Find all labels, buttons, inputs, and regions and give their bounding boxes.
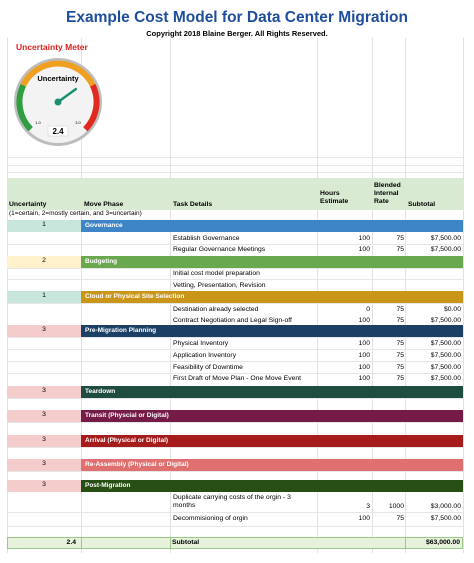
hours-value: 100 [358, 235, 370, 242]
header-hours-line2: Estimate [320, 198, 349, 205]
header-rate-line2: Internal [374, 190, 399, 197]
header-uncertainty: Uncertainty [9, 201, 47, 208]
grid-line [7, 349, 463, 350]
task-name: First Draft of Move Plan - One Move Event [173, 375, 302, 382]
phase-row-arrival[interactable] [7, 435, 463, 447]
grid-line [7, 165, 463, 166]
grid-line [7, 157, 463, 158]
task-name: Contract Negotiation and Legal Sign-off [173, 317, 292, 324]
grid-line [7, 398, 463, 399]
gauge-value: 2.4 [52, 127, 64, 136]
grid-line [7, 512, 463, 513]
grid-line [7, 303, 463, 304]
hours-value: 100 [358, 352, 370, 359]
hours-value: 100 [358, 364, 370, 371]
subtotal-value: $7,500.00 [430, 375, 461, 382]
subtotal-value: $7,500.00 [430, 352, 461, 359]
gauge-hub [55, 99, 62, 106]
phase-row-budgeting[interactable] [7, 256, 463, 268]
phase-name: Arrival (Physical or Digital) [85, 437, 169, 444]
phase-fill [81, 256, 463, 268]
rate-value: 75 [396, 375, 404, 382]
grid-line [7, 447, 463, 448]
hours-value: 100 [358, 375, 370, 382]
subtotal-row[interactable] [7, 537, 463, 549]
rate-value: 75 [396, 306, 404, 313]
hours-value: 0 [366, 306, 370, 313]
meter-title: Uncertainty Meter [16, 42, 88, 52]
uncertainty-value: 1 [42, 292, 46, 299]
hours-value: 100 [358, 317, 370, 324]
hours-value: 100 [358, 515, 370, 522]
rate-value: 75 [396, 246, 404, 253]
subtotal-value: $3,000.00 [430, 503, 461, 510]
page-title: Example Cost Model for Data Center Migration [66, 9, 408, 26]
task-name: Vetting, Presentation, Revision [173, 282, 266, 289]
header-task-details: Task Details [173, 201, 213, 208]
subtotal-value: $7,500.00 [430, 364, 461, 371]
rate-value: 75 [396, 235, 404, 242]
grid-line [7, 361, 463, 362]
rate-value: 1000 [388, 503, 404, 510]
header-move-phase: Move Phase [84, 201, 124, 208]
copyright-text: Copyright 2018 Blaine Berger. All Rights Reserved. [146, 29, 328, 38]
subtotal-label: Subtotal [172, 539, 200, 546]
phase-name: Pre-Migration Planning [85, 327, 157, 334]
grid-line [7, 244, 463, 245]
header-rate [374, 182, 401, 206]
gauge-dial-label: Uncertainty [37, 74, 79, 83]
task-name: Decommisioning of orgin [173, 515, 248, 522]
rate-value: 75 [396, 364, 404, 371]
uncertainty-value: 3 [42, 326, 46, 333]
rate-value: 75 [396, 515, 404, 522]
grid-line [405, 538, 406, 548]
phase-row-teardown[interactable] [7, 386, 463, 398]
hours-value: 100 [358, 340, 370, 347]
uncertainty-value: 3 [42, 411, 46, 418]
task-name: Establish Governance [173, 235, 240, 242]
grid-line [463, 38, 464, 553]
grid-line [7, 172, 463, 173]
grid-line [7, 526, 463, 527]
uncertainty-value: 3 [42, 436, 46, 443]
task-name: Initial cost model preparation [173, 270, 260, 277]
uncertainty-value: 3 [42, 481, 46, 488]
phase-fill [81, 480, 463, 492]
gauge-min-label: 1.0 [35, 120, 41, 125]
average-uncertainty: 2.4 [66, 539, 76, 546]
uncertainty-value: 2 [42, 257, 46, 264]
subtotal-value: $7,500.00 [430, 515, 461, 522]
task-name: Duplicate carrying costs of the orgin - 3 months [173, 494, 291, 509]
grid-line [7, 471, 463, 472]
phase-row-pre-migration[interactable] [7, 325, 463, 337]
uncertainty-value: 3 [42, 460, 46, 467]
phase-row-site-selection[interactable] [7, 291, 463, 303]
subtotal-value: $7,500.00 [430, 317, 461, 324]
grid-line [7, 422, 463, 423]
hours-value: 100 [358, 246, 370, 253]
subtotal-value: $0.00 [443, 306, 461, 313]
gauge-graphic [12, 56, 104, 148]
phase-name: Budgeting [85, 258, 118, 265]
phase-name: Post-Migration [85, 482, 131, 489]
grid-line [7, 279, 463, 280]
phase-row-reassembly[interactable] [7, 459, 463, 471]
phase-name: Cloud or Physical Site Selection [85, 293, 185, 300]
uncertainty-legend-note: (1=certain, 2=mostly certain, and 3=uncertain) [9, 210, 142, 217]
header-rate-line3: Rate [374, 198, 389, 205]
subtotal-value: $7,500.00 [430, 235, 461, 242]
task-name: Feasibility of Downtime [173, 364, 243, 371]
uncertainty-value: 1 [42, 221, 46, 228]
grid-line [7, 337, 463, 338]
gauge-max-label: 3.0 [75, 120, 81, 125]
subtotal-value: $7,500.00 [430, 246, 461, 253]
header-subtotal: Subtotal [408, 201, 436, 208]
phase-name: Transit (Physcial or Digital) [85, 412, 169, 419]
header-hours [320, 190, 348, 206]
header-rate-line1: Blended [374, 182, 401, 189]
phase-name: Teardown [85, 388, 116, 395]
phase-name: Re-Assembly (Physical or Digital) [85, 461, 189, 468]
subtotal-value: $7,500.00 [430, 340, 461, 347]
uncertainty-meter [12, 56, 104, 148]
task-name: Destination already selected [173, 306, 259, 313]
grand-total: $63,000.00 [425, 539, 460, 546]
phase-fill [81, 220, 463, 232]
rate-value: 75 [396, 317, 404, 324]
phase-row-governance[interactable] [7, 220, 463, 232]
rate-value: 75 [396, 340, 404, 347]
grid-line [7, 373, 463, 374]
hours-value: 3 [366, 503, 370, 510]
phase-name: Governance [85, 222, 123, 229]
task-name: Regular Governance Meetings [173, 246, 266, 253]
rate-value: 75 [396, 352, 404, 359]
phase-fill [81, 386, 463, 398]
phase-row-post-migration[interactable] [7, 480, 463, 492]
grid-line [7, 268, 463, 269]
phase-row-transit[interactable] [7, 410, 463, 422]
header-hours-line1: Hours [320, 190, 340, 197]
task-name: Physical Inventory [173, 340, 229, 347]
grid-line [170, 538, 171, 548]
task-name: Application Inventory [173, 352, 237, 359]
uncertainty-value: 3 [42, 387, 46, 394]
